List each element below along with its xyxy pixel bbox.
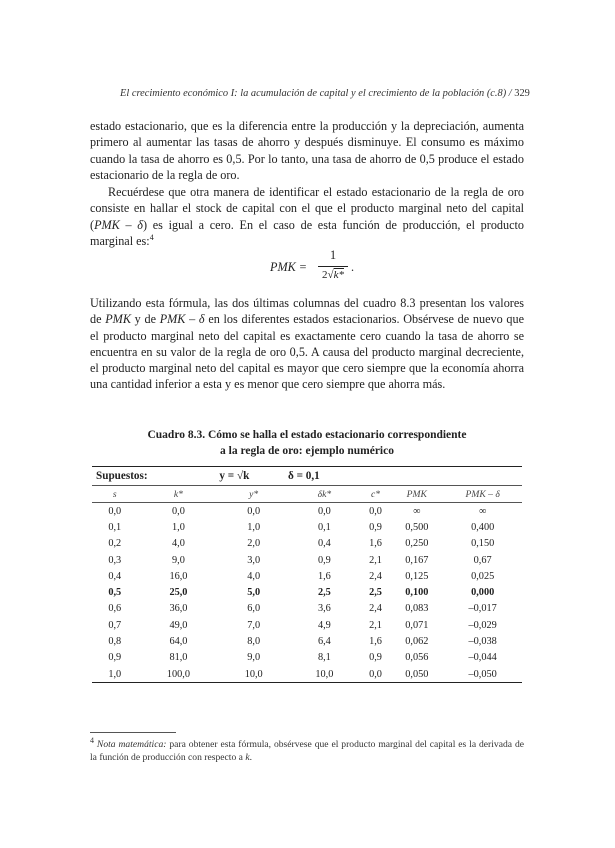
table-cell: 0,083 (405, 603, 429, 615)
footnote-rule (90, 732, 176, 733)
formula-root-sign: √ (327, 269, 334, 281)
footnote-number: 4 (90, 735, 94, 745)
footnote-label: Nota matemática: (96, 739, 167, 750)
table-cell: 2,1 (369, 554, 382, 566)
table-caption (90, 427, 524, 459)
table-cell: 0,150 (471, 538, 495, 550)
table-cell: 0,125 (405, 570, 429, 582)
table-cell: 0,0 (369, 505, 382, 517)
column-header: PMK – δ (443, 486, 522, 503)
table-cell: –0,017 (468, 603, 497, 615)
table-cell: 4,0 (247, 570, 261, 582)
column-header: k* (138, 486, 220, 503)
table-cell: 0,3 (108, 554, 122, 566)
formula-denominator (318, 269, 348, 281)
table-row (92, 552, 522, 568)
table-cell: –0,044 (468, 652, 497, 664)
table-cell: 0,050 (390, 666, 443, 683)
table-cell: 0,250 (405, 538, 429, 550)
table-cell: 1,0 (92, 666, 138, 683)
table-cell: 0,9 (369, 521, 382, 533)
assumptions-label: Supuestos: (92, 467, 219, 486)
footnote-reference[interactable]: 4 (149, 232, 154, 242)
table-cell: –0,038 (468, 636, 497, 648)
paragraph-2-pmk: PMK – δ (94, 217, 143, 232)
table-row (92, 568, 522, 584)
column-header: PMK (390, 486, 443, 503)
formula-lhs: PMK = (270, 260, 307, 274)
table-cell: ∞ (413, 505, 421, 517)
table-row (92, 584, 522, 600)
table-cell: 4,9 (317, 619, 331, 631)
footnote-end: . (249, 752, 252, 763)
table-cell: 0,8 (108, 636, 122, 648)
fraction-bar (318, 266, 348, 267)
table-cell: 0,100 (405, 587, 429, 599)
table-cell: 0,4 (317, 538, 331, 550)
table-cell: 0,7 (108, 619, 122, 631)
table-cell: 0,1 (317, 521, 331, 533)
footnote (90, 735, 524, 764)
table-row (92, 666, 522, 683)
table-row (92, 519, 522, 535)
table-cell: 36,0 (169, 603, 188, 615)
table-cell: –0,050 (443, 666, 522, 683)
paragraph-1: estado estacionario, que es la diferencia entre la producción y la depreciación, aumenta primero al aumentar las tasas de ahorro y después disminuye. El consumo es máximo cuando la tasa de ahorro es 0,5. Por lo tanto, una tasa de ahorro de 0,5 produce el estado estacionario de la regla de oro. (90, 119, 524, 182)
p3-t3: en los diferentes estados estacionarios. Obsérvese de nuevo que el producto marginal neto del capital es exactamente cero cuando la tasa de ahorro se encuentra en su valor de la regla de oro 0,5. A causa del producto marginal decreciente, el producto marginal neto del capital es mayor que cero siempre que la economía ahorra una cantidad inferior a esta y es menor que cero siempre que ahorra más. (90, 312, 524, 392)
table-cell: 0,5 (108, 587, 122, 599)
table-cell: 0,6 (108, 603, 122, 615)
table-cell: 0,071 (405, 619, 429, 631)
table-cell: 0,9 (108, 652, 122, 664)
table-cell: 2,0 (247, 538, 261, 550)
formula-end: . (351, 260, 355, 274)
table-cell: 9,0 (172, 554, 185, 566)
table-cell: 0,062 (405, 636, 429, 648)
formula-numerator: 1 (329, 248, 337, 262)
table-cell: 1,6 (369, 538, 382, 550)
assumptions-spacer (361, 467, 522, 486)
table-cell: 1,0 (247, 521, 261, 533)
table-cell: 0,0 (361, 666, 390, 683)
table-cell: 16,0 (169, 570, 188, 582)
steady-state-table (92, 466, 522, 683)
table-cell: 0,0 (317, 505, 331, 517)
table-row (92, 536, 522, 552)
table-cell: 0,0 (108, 505, 122, 517)
running-header: El crecimiento económico I: la acumulación de capital y el crecimiento de la población (c.8) / 329 (120, 88, 530, 99)
table-cell: 25,0 (169, 587, 188, 599)
table-row (92, 617, 522, 633)
table-cell: 0,9 (369, 652, 382, 664)
table-cell: 64,0 (169, 636, 188, 648)
table-row (92, 601, 522, 617)
table-cell: 1,6 (317, 570, 331, 582)
paragraph-2-before: Recuérdese que otra manera de identificar el estado estacionario de la regla de oro consiste en hallar el stock de capital con el que el producto marginal neto del capital ( (90, 185, 524, 232)
paragraph-2 (90, 184, 524, 249)
table-cell: 2,5 (369, 587, 382, 599)
page-number: 329 (514, 88, 530, 99)
table-cell: 3,0 (247, 554, 261, 566)
column-headers (92, 486, 522, 503)
caption-line-2: a la regla de oro: ejemplo numérico (220, 445, 394, 457)
table-row (92, 650, 522, 666)
table-cell: 2,1 (369, 619, 382, 631)
table-cell: 6,0 (247, 603, 261, 615)
table-cell: 0,9 (317, 554, 331, 566)
assumption-production: y = √k (219, 467, 288, 486)
formula-den-coef: 2 (322, 269, 328, 281)
table-row (92, 503, 522, 520)
formula-den-var: k* (333, 269, 344, 281)
table-cell: 1,0 (172, 521, 185, 533)
paragraph-2-after: ) es igual a cero. En el caso de esta función de producción, el producto marginal es: (90, 217, 524, 248)
paragraph-3 (90, 295, 524, 393)
table-cell: 8,0 (247, 636, 261, 648)
assumption-depreciation: δ = 0,1 (288, 467, 361, 486)
table-cell: 9,0 (247, 652, 261, 664)
p3-t2: y de (130, 312, 160, 327)
table-cell: –0,029 (468, 619, 497, 631)
table-cell: 0,500 (405, 521, 429, 533)
column-header: c* (361, 486, 390, 503)
table-row (92, 633, 522, 649)
table-cell: 0,1 (108, 521, 122, 533)
p3-e1: PMK (105, 312, 131, 327)
table-cell: 0,0 (172, 505, 185, 517)
pmk-formula (270, 248, 380, 288)
table-cell: 3,6 (317, 603, 331, 615)
table-cell: ∞ (479, 505, 487, 517)
table-cell: 1,6 (369, 636, 382, 648)
caption-line-1: Cuadro 8.3. Cómo se halla el estado estacionario correspondiente (147, 429, 467, 441)
running-title: El crecimiento económico I: la acumulación de capital y el crecimiento de la población (c.8) (120, 88, 507, 99)
table-cell: 7,0 (247, 619, 261, 631)
table-cell: 0,056 (405, 652, 429, 664)
table-cell: 6,4 (317, 636, 331, 648)
table-cell: 0,2 (108, 538, 122, 550)
table-cell: 0,025 (471, 570, 495, 582)
table-cell: 0,167 (405, 554, 429, 566)
table-cell: 2,4 (369, 570, 382, 582)
table-cell: 10,0 (219, 666, 288, 683)
column-header: δk* (288, 486, 361, 503)
table-cell: 0,0 (247, 505, 261, 517)
column-header: y* (219, 486, 288, 503)
table-cell: 10,0 (288, 666, 361, 683)
p3-t1: Utilizando esta fórmula, las dos últimas columnas del cuadro 8.3 presentan los valores de (90, 296, 524, 327)
table-cell: 0,400 (471, 521, 495, 533)
table-cell: 81,0 (169, 652, 188, 664)
table-cell: 100,0 (138, 666, 220, 683)
table-cell: 0,000 (471, 587, 495, 599)
column-header: s (92, 486, 138, 503)
formula-fraction (318, 248, 348, 281)
table-cell: 49,0 (169, 619, 188, 631)
table-cell: 2,4 (369, 603, 382, 615)
footnote-text: para obtener esta fórmula, obsérvese que el producto marginal del capital es la derivada de la función de producción con respecto a (90, 739, 524, 763)
table-cell: 5,0 (247, 587, 261, 599)
p3-e2: PMK – δ (159, 312, 205, 327)
table-cell: 0,67 (473, 554, 492, 566)
table-cell: 0,4 (108, 570, 122, 582)
assumptions-row (92, 467, 522, 486)
table-cell: 8,1 (317, 652, 331, 664)
table-cell: 2,5 (317, 587, 331, 599)
footnote-var: k (245, 752, 250, 763)
table-cell: 4,0 (172, 538, 185, 550)
